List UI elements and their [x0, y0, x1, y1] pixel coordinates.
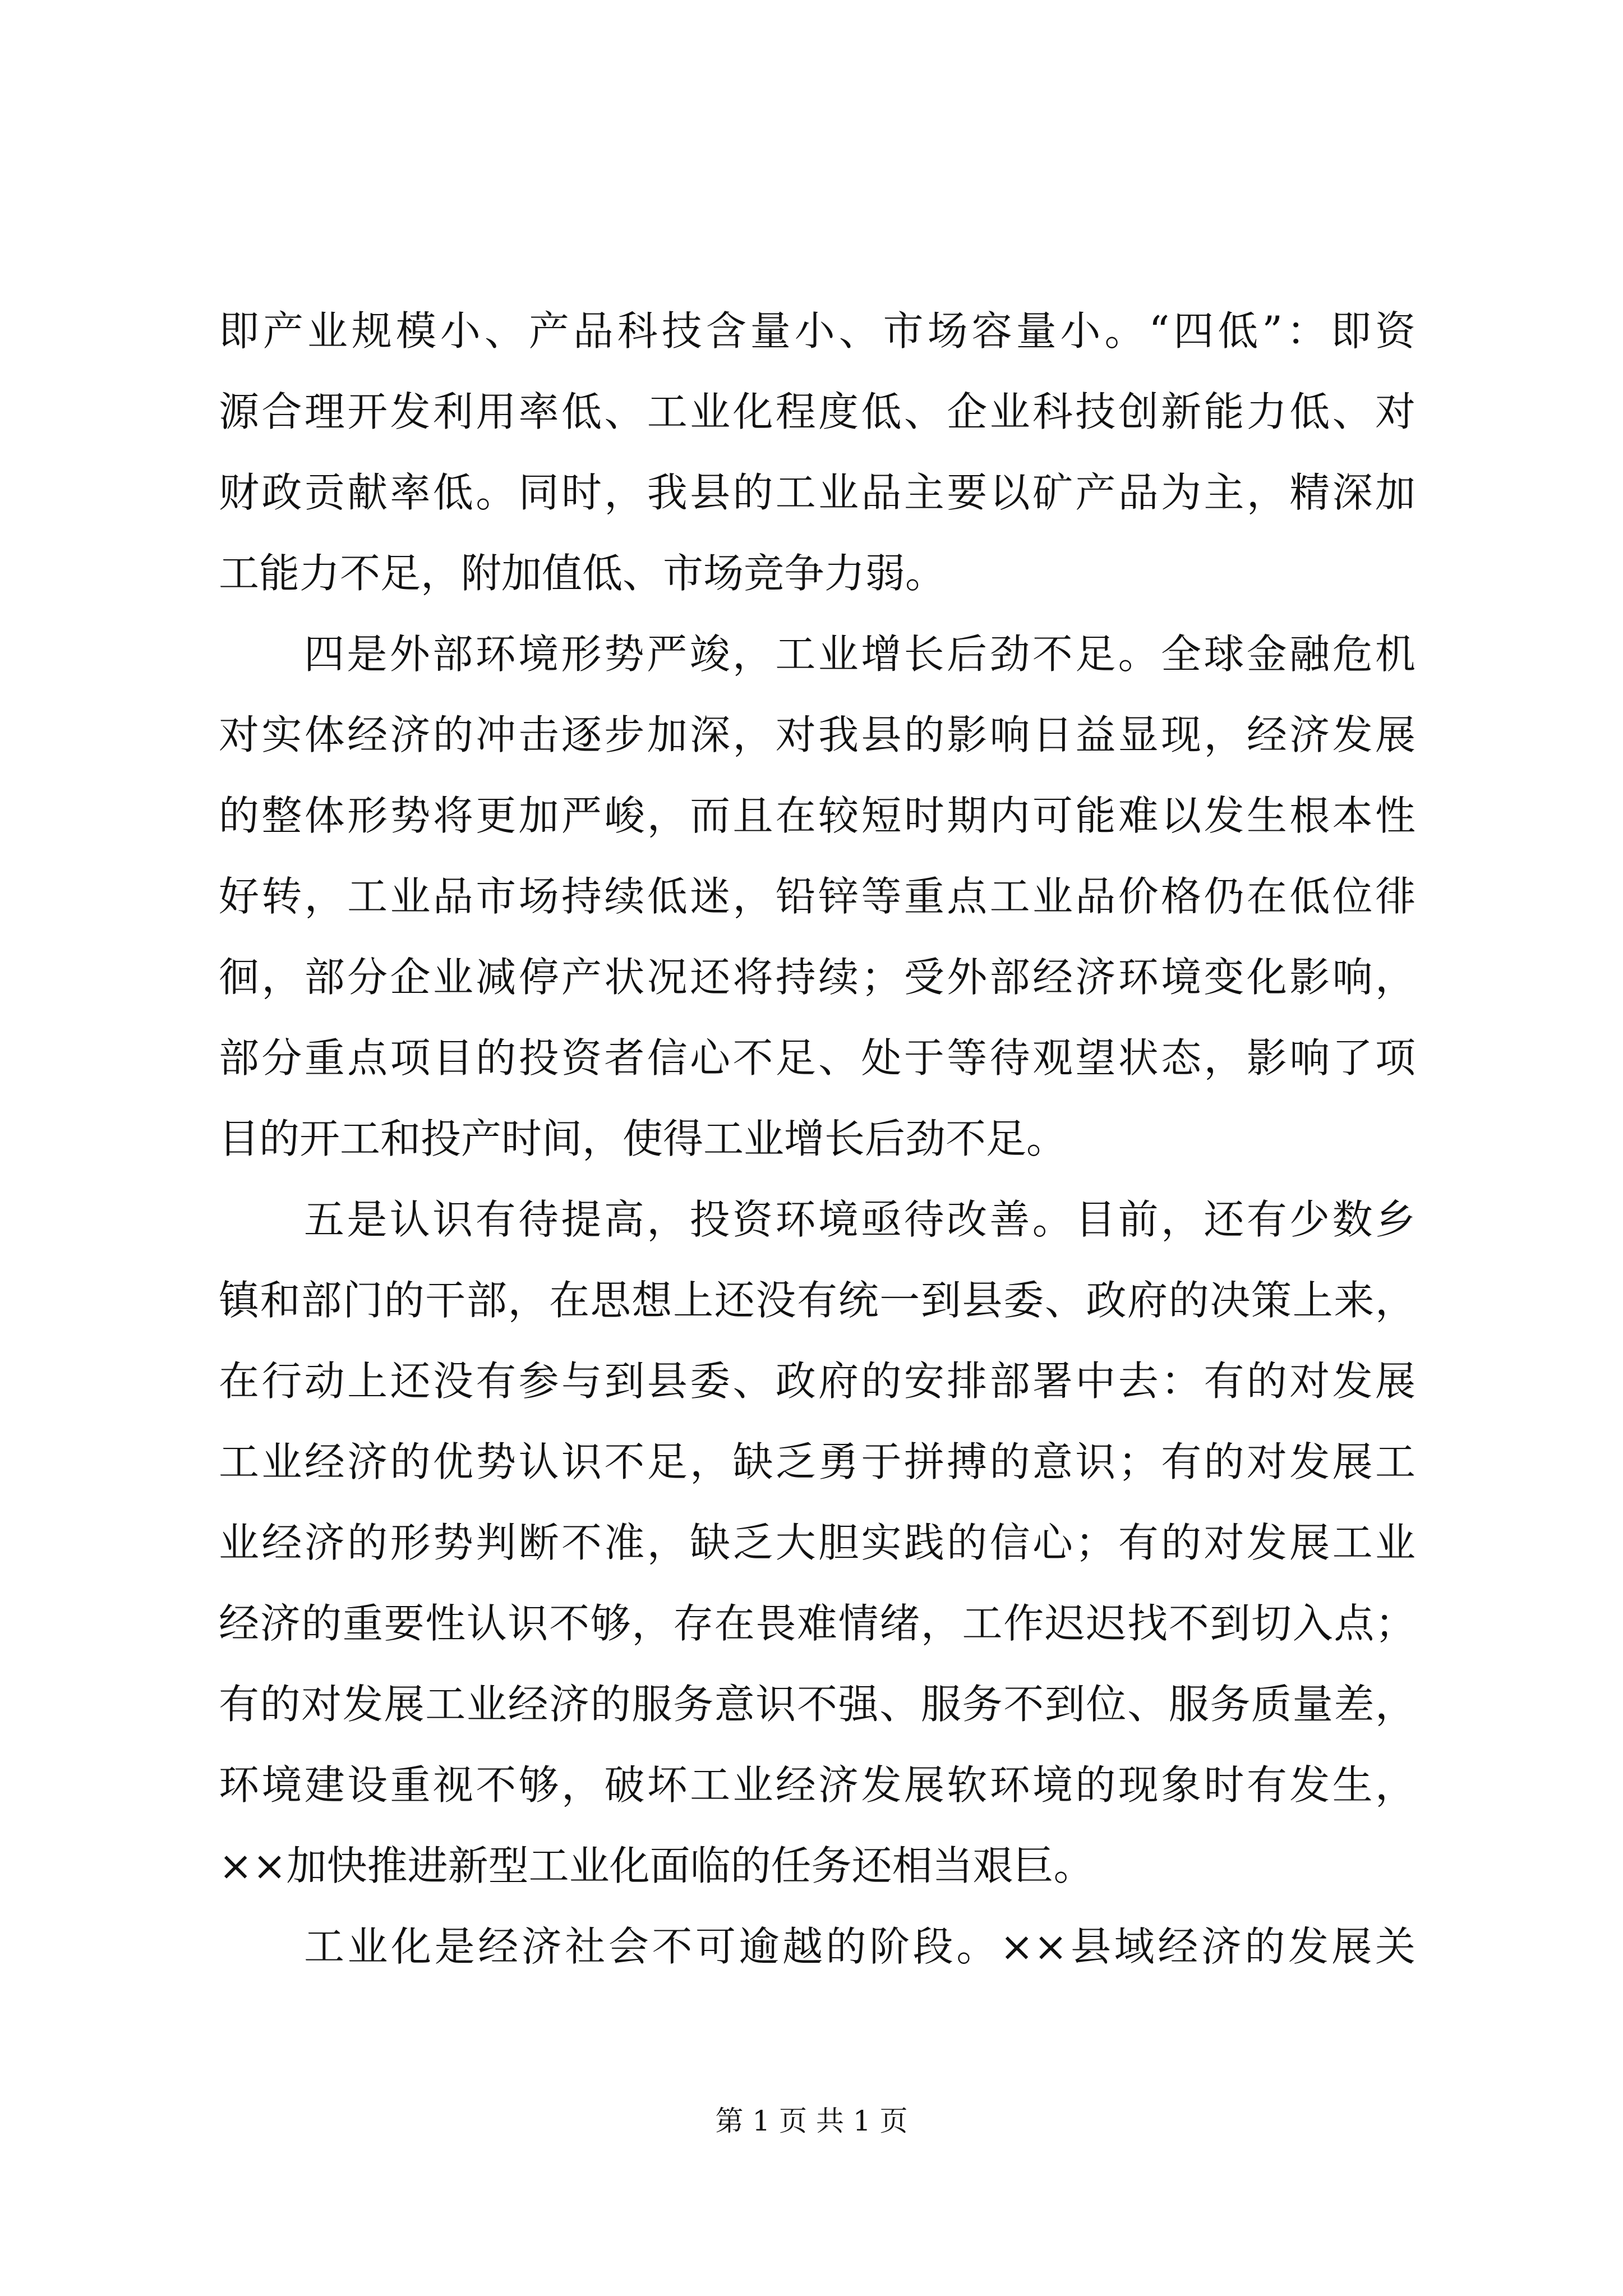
page-footer: 第 1 页 共 1 页: [715, 2105, 908, 2137]
text-line: 在行动上还没有参与到县委、政府的安排部署中去：有的对发展: [219, 1358, 1415, 1405]
text-line: 有的对发展工业经济的服务意识不强、服务不到位、服务质量差，: [219, 1681, 1415, 1728]
paragraph-first-line: 工业化是经济社会不可逾越的阶段。××县域经济的发展关: [304, 1923, 1415, 1970]
text-line: 对实体经济的冲击逐步加深，对我县的影响日益显现，经济发展: [219, 711, 1415, 758]
text-line: 源合理开发利用率低、工业化程度低、企业科技创新能力低、对: [219, 388, 1415, 435]
text-line: ××加快推进新型工业化面临的任务还相当艰巨。: [219, 1842, 1094, 1889]
text-line: 徊，部分企业减停产状况还将持续；受外部经济环境变化影响，: [219, 954, 1415, 1001]
text-line: 工业经济的优势认识不足，缺乏勇于拼搏的意识；有的对发展工: [219, 1438, 1415, 1485]
text-line: 经济的重要性认识不够，存在畏难情绪，工作迟迟找不到切入点；: [219, 1600, 1415, 1647]
body-text: [219, 291, 1415, 1987]
text-line: 环境建设重视不够，破坏工业经济发展软环境的现象时有发生，: [219, 1761, 1415, 1809]
text-line: 财政贡献率低。同时，我县的工业品主要以矿产品为主，精深加: [219, 469, 1415, 516]
paragraph-first-line: 四是外部环境形势严竣，工业增长后劲不足。全球金融危机: [304, 631, 1415, 678]
text-line: 目的开工和投产时间，使得工业增长后劲不足。: [219, 1115, 1067, 1162]
text-line: 好转，工业品市场持续低迷，铅锌等重点工业品价格仍在低位徘: [219, 873, 1415, 920]
paragraph-first-line: 五是认识有待提高，投资环境亟待改善。目前，还有少数乡: [304, 1196, 1415, 1243]
text-line: 业经济的形势判断不准，缺乏大胆实践的信心；有的对发展工业: [219, 1519, 1415, 1566]
text-line: 工能力不足，附加值低、市场竞争力弱。: [219, 550, 946, 597]
text-line: 即产业规模小、产品科技含量小、市场容量小。“四低”：即资: [219, 307, 1415, 355]
text-line: 部分重点项目的投资者信心不足、处于等待观望状态，影响了项: [219, 1034, 1415, 1082]
text-line: 镇和部门的干部，在思想上还没有统一到县委、政府的决策上来，: [219, 1277, 1415, 1324]
text-line: 的整体形势将更加严峻，而且在较短时期内可能难以发生根本性: [219, 792, 1415, 839]
